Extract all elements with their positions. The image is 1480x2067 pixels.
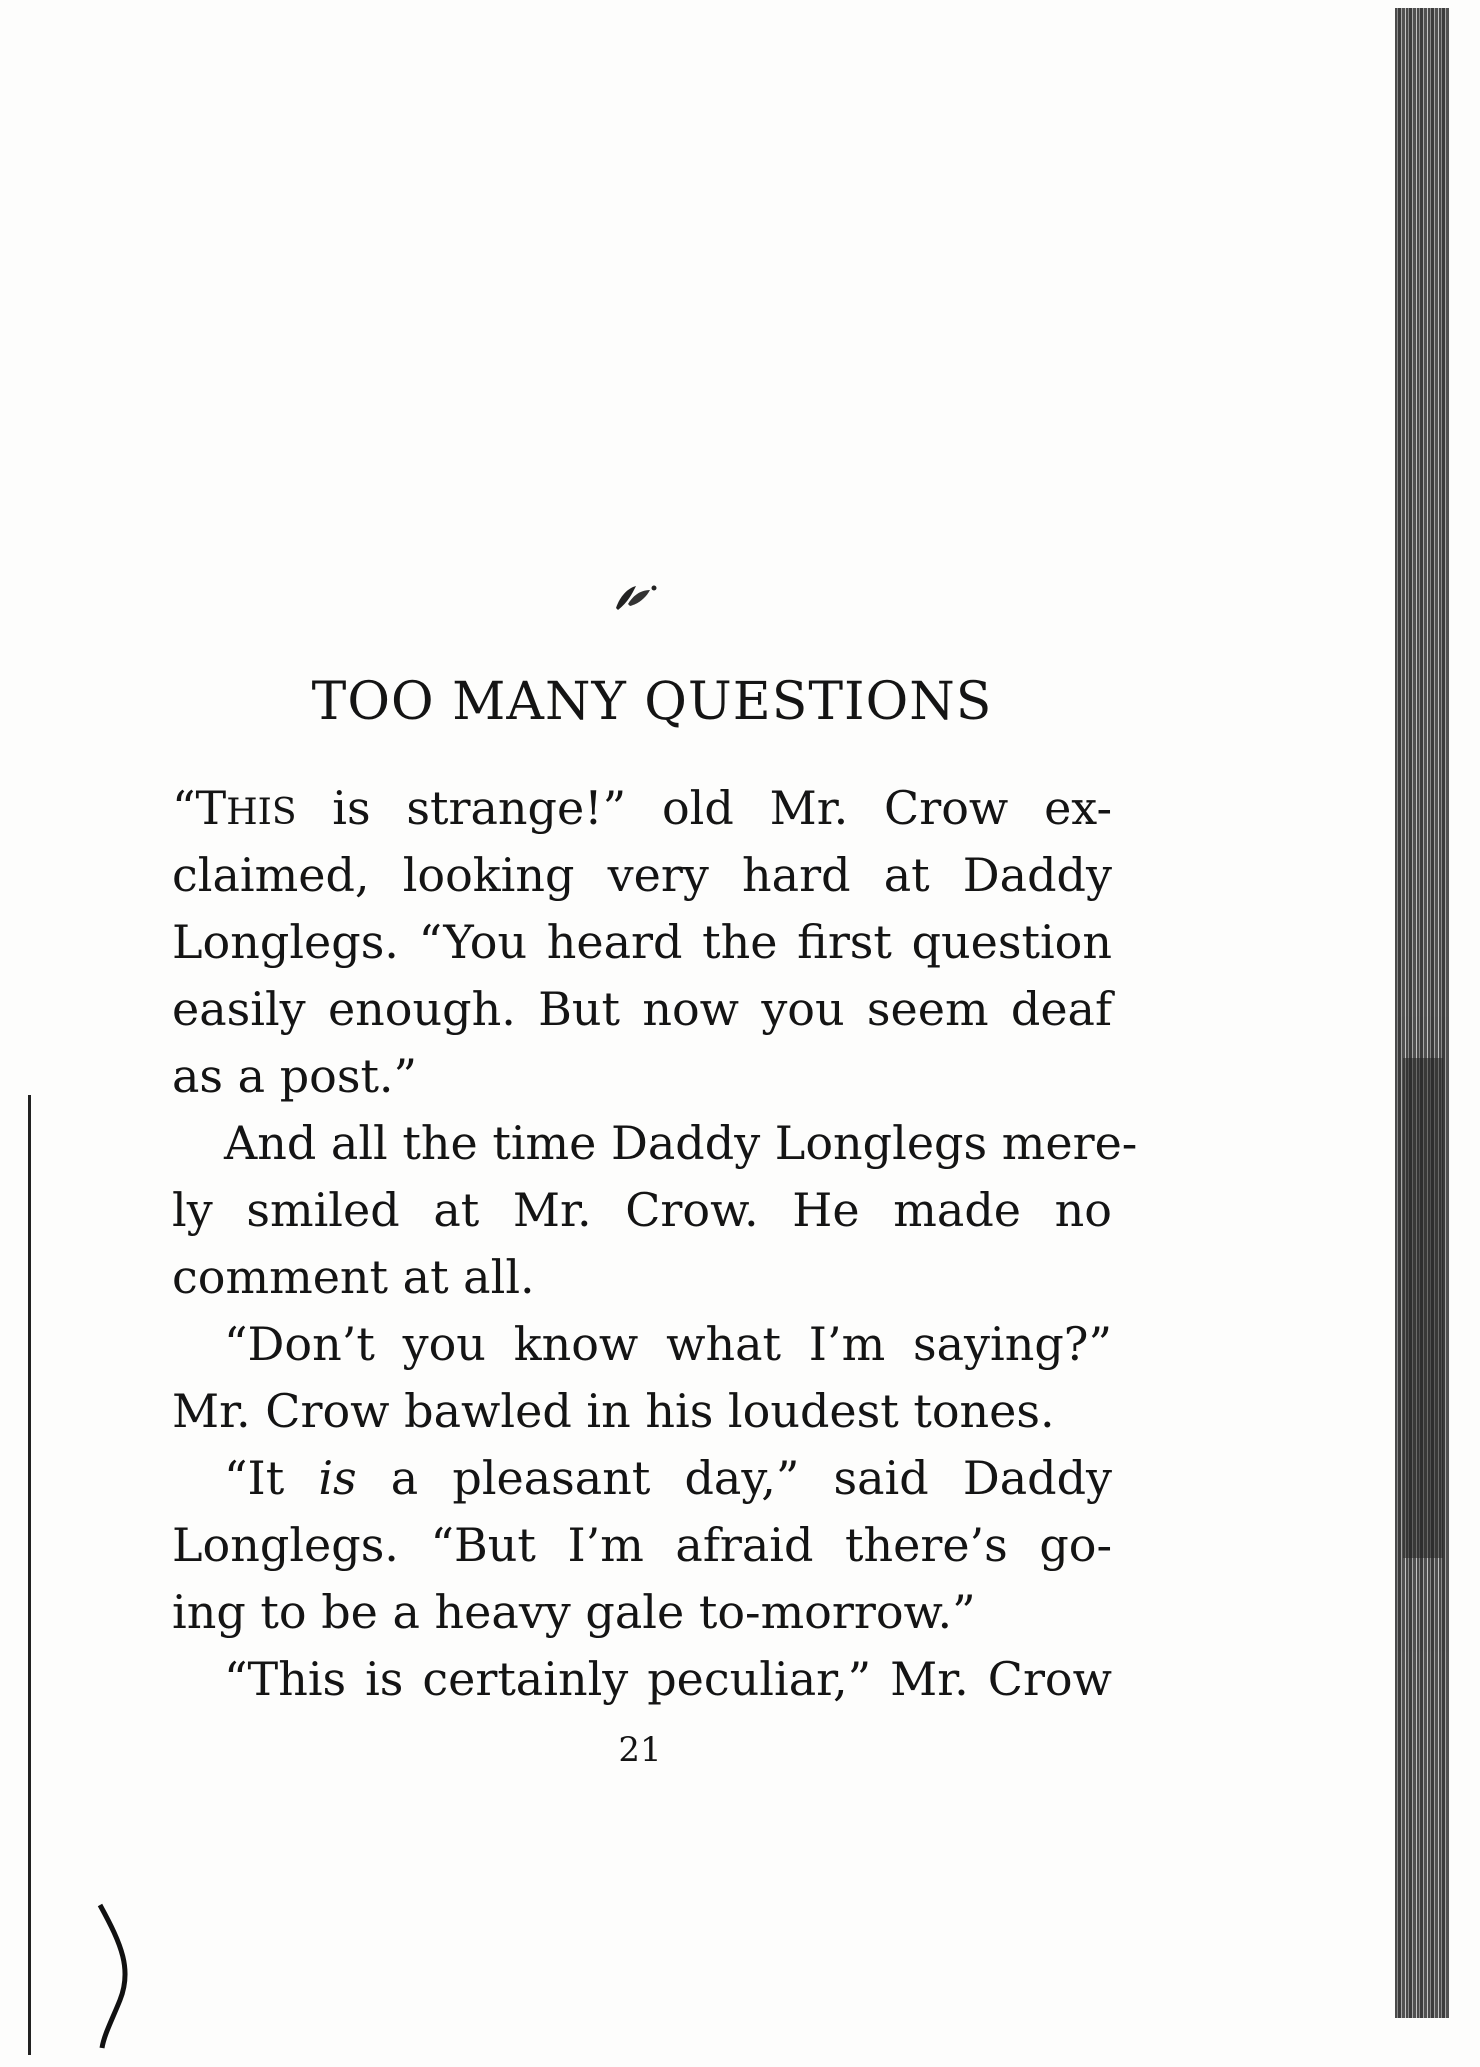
text-line: Longlegs. “But I’m afraid there’s go- [172, 1518, 1112, 1572]
text-line: And all the time Daddy Longlegs mere- [224, 1116, 1138, 1170]
leaf-ornament-icon [606, 578, 660, 614]
text-line: claimed, looking very hard at Daddy [172, 848, 1112, 902]
text-line: “This is certainly peculiar,” Mr. Crow [224, 1652, 1112, 1706]
bracket-mark-icon [92, 1900, 142, 2050]
text-line: easily enough. But now you seem deaf [172, 982, 1112, 1036]
text-line: Mr. Crow bawled in his loudest tones. [172, 1384, 1055, 1438]
text-line: “Don’t you know what I’m saying?” [224, 1317, 1112, 1371]
text-line: “THIS is strange!” old Mr. Crow ex- [172, 781, 1112, 835]
text-line: as a post.” [172, 1049, 418, 1103]
binding-edge [1395, 8, 1449, 2018]
text-line: ly smiled at Mr. Crow. He made no [172, 1183, 1112, 1237]
text-line: “It is a pleasant day,” said Daddy [224, 1451, 1113, 1505]
text-line: Longlegs. “You heard the first question [172, 915, 1112, 969]
left-page-edge-line [28, 1095, 31, 2055]
chapter-title: TOO MANY QUESTIONS [311, 672, 993, 732]
page-number: 21 [618, 1730, 662, 1770]
text-line: comment at all. [172, 1250, 535, 1304]
body-text [172, 775, 1138, 1713]
text-line: ing to be a heavy gale to-morrow.” [172, 1585, 976, 1639]
